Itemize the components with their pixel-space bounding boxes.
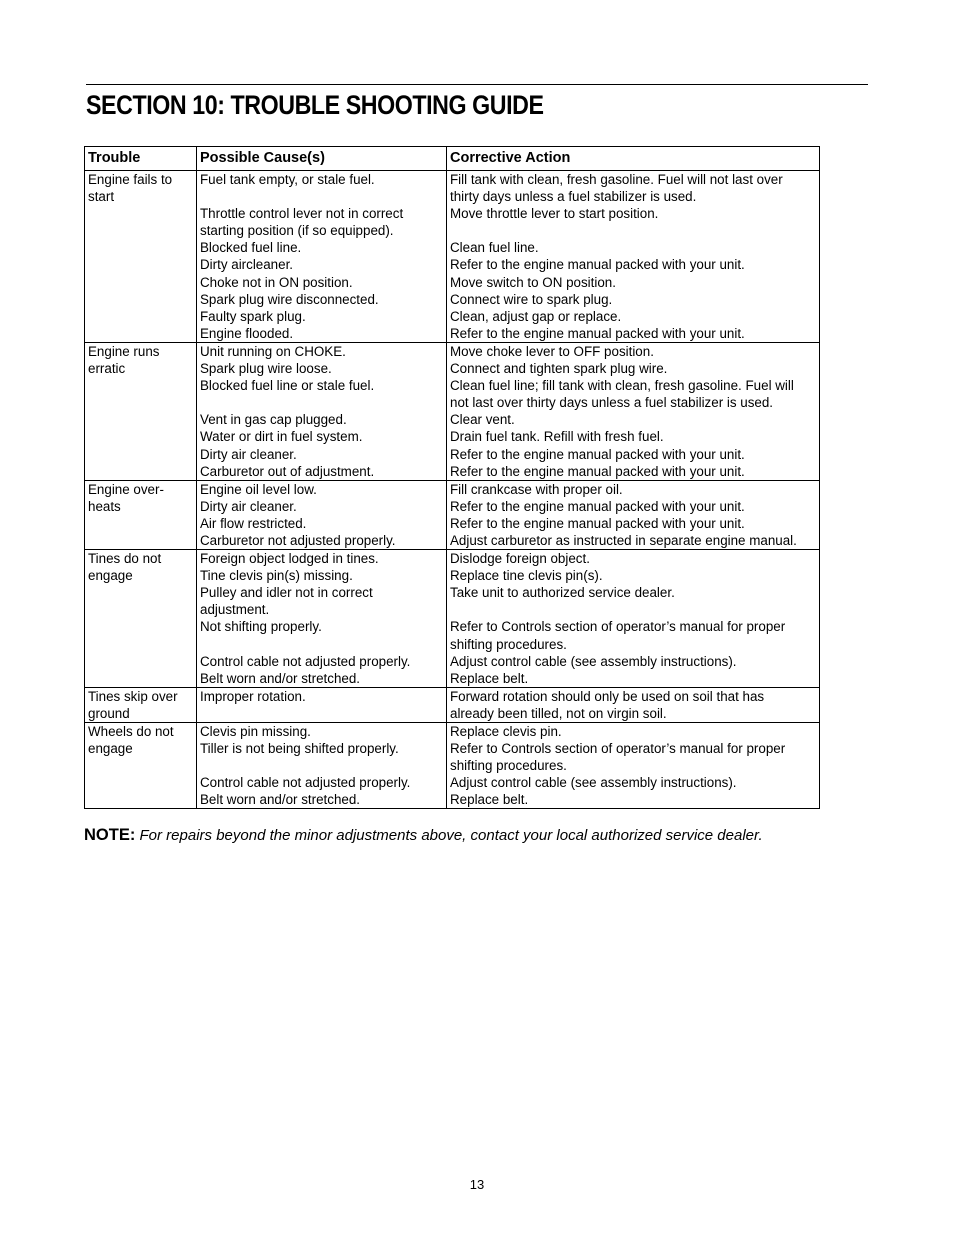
action-line: Refer to the engine manual packed with your unit. bbox=[450, 446, 745, 462]
action-line: not last over thirty days unless a fuel stabilizer is used. bbox=[450, 395, 774, 411]
cause-line: Spark plug wire loose. bbox=[200, 361, 332, 377]
trouble-line: Tines do not bbox=[88, 551, 162, 567]
causes-cell bbox=[197, 550, 447, 688]
table-row bbox=[85, 687, 820, 722]
action-line: Refer to the engine manual packed with your unit. bbox=[450, 463, 745, 479]
causes-cell bbox=[197, 723, 447, 809]
actions-cell bbox=[447, 171, 820, 343]
cause-line: Spark plug wire disconnected. bbox=[200, 291, 379, 307]
table-row bbox=[85, 342, 820, 480]
action-line: Drain fuel tank. Refill with fresh fuel. bbox=[450, 429, 664, 445]
action-line: Clear vent. bbox=[450, 412, 515, 428]
trouble-line: Wheels do not bbox=[88, 724, 174, 739]
action-line: Refer to the engine manual packed with your unit. bbox=[450, 325, 745, 341]
action-line: Forward rotation should only be used on soil that has bbox=[450, 688, 765, 704]
top-rule bbox=[86, 84, 868, 85]
note-label: NOTE: bbox=[84, 826, 136, 844]
cause-line: Dirty aircleaner. bbox=[200, 257, 294, 273]
trouble-line: heats bbox=[88, 498, 121, 514]
action-line: Move choke lever to OFF position. bbox=[450, 343, 654, 359]
page-number: 13 bbox=[469, 1177, 485, 1192]
table-header-row bbox=[85, 147, 820, 171]
cause-line: Tine clevis pin(s) missing. bbox=[200, 568, 353, 584]
cause-line: Choke not in ON position. bbox=[200, 274, 353, 290]
header-corrective-action: Corrective Action bbox=[447, 147, 820, 171]
cause-line: Faulty spark plug. bbox=[200, 308, 306, 324]
troubleshooting-table bbox=[84, 146, 820, 809]
action-line: Clean, adjust gap or replace. bbox=[450, 308, 622, 324]
cause-line: Blocked fuel line. bbox=[200, 240, 302, 256]
action-line: Adjust control cable (see assembly instructions). bbox=[450, 653, 737, 669]
action-line: Connect and tighten spark plug wire. bbox=[450, 361, 668, 377]
cause-line: Water or dirt in fuel system. bbox=[200, 429, 363, 445]
action-line: Connect wire to spark plug. bbox=[450, 291, 613, 307]
cause-line: Dirty air cleaner. bbox=[200, 446, 297, 462]
action-line: Refer to Controls section of operator’s manual for proper bbox=[450, 741, 786, 757]
trouble-cell bbox=[85, 171, 197, 343]
actions-cell bbox=[447, 723, 820, 809]
causes-cell bbox=[197, 480, 447, 549]
cause-line: Control cable not adjusted properly. bbox=[200, 653, 411, 669]
action-line: Dislodge foreign object. bbox=[450, 551, 590, 567]
cause-line bbox=[200, 188, 443, 205]
cause-line bbox=[200, 636, 443, 653]
cause-line: Fuel tank empty, or stale fuel. bbox=[200, 172, 375, 187]
action-line: thirty days unless a fuel stabilizer is used. bbox=[450, 189, 697, 205]
action-line bbox=[450, 222, 816, 239]
trouble-line: Engine over- bbox=[88, 481, 164, 497]
action-line: Adjust control cable (see assembly instructions). bbox=[450, 775, 737, 791]
table-row bbox=[85, 550, 820, 688]
action-line: Clean fuel line. bbox=[450, 240, 539, 256]
action-line: Clean fuel line; fill tank with clean, fresh gasoline. Fuel will bbox=[450, 378, 794, 394]
table-row bbox=[85, 723, 820, 809]
causes-cell bbox=[197, 687, 447, 722]
cause-line: Clevis pin missing. bbox=[200, 724, 311, 739]
actions-cell bbox=[447, 342, 820, 480]
section-title: SECTION 10: TROUBLE SHOOTING GUIDE bbox=[86, 90, 544, 120]
header-trouble: Trouble bbox=[85, 147, 197, 171]
cause-line: Blocked fuel line or stale fuel. bbox=[200, 378, 375, 394]
action-line: Fill tank with clean, fresh gasoline. Fuel will not last over bbox=[450, 172, 783, 187]
causes-cell bbox=[197, 171, 447, 343]
action-line: Adjust carburetor as instructed in separate engine manual. bbox=[450, 532, 797, 548]
trouble-line: engage bbox=[88, 568, 133, 584]
action-line: Replace tine clevis pin(s). bbox=[450, 568, 603, 584]
trouble-cell bbox=[85, 480, 197, 549]
trouble-cell bbox=[85, 550, 197, 688]
trouble-cell bbox=[85, 687, 197, 722]
action-line: Replace belt. bbox=[450, 670, 529, 686]
cause-line: Engine flooded. bbox=[200, 325, 294, 341]
action-line: Replace clevis pin. bbox=[450, 724, 562, 739]
cause-line: Carburetor not adjusted properly. bbox=[200, 532, 396, 548]
cause-line: Unit running on CHOKE. bbox=[200, 343, 346, 359]
cause-line: Improper rotation. bbox=[200, 688, 306, 704]
cause-line: Vent in gas cap plugged. bbox=[200, 412, 347, 428]
cause-line: Dirty air cleaner. bbox=[200, 498, 297, 514]
action-line: already been tilled, not on virgin soil. bbox=[450, 705, 667, 721]
actions-cell bbox=[447, 550, 820, 688]
trouble-line: erratic bbox=[88, 361, 126, 377]
trouble-cell bbox=[85, 342, 197, 480]
action-line: Fill crankcase with proper oil. bbox=[450, 481, 623, 497]
cause-line: Tiller is not being shifted properly. bbox=[200, 741, 399, 757]
cause-line: Engine oil level low. bbox=[200, 481, 317, 497]
cause-line bbox=[200, 394, 443, 411]
cause-line: Pulley and idler not in correct bbox=[200, 585, 373, 601]
action-line: Take unit to authorized service dealer. bbox=[450, 585, 675, 601]
action-line: Refer to Controls section of operator’s manual for proper bbox=[450, 619, 786, 635]
table-row bbox=[85, 480, 820, 549]
action-line: Move switch to ON position. bbox=[450, 274, 616, 290]
action-line: shifting procedures. bbox=[450, 636, 567, 652]
trouble-line: ground bbox=[88, 705, 130, 721]
table-body bbox=[85, 171, 820, 809]
cause-line: adjustment. bbox=[200, 602, 270, 618]
note bbox=[84, 826, 763, 845]
cause-line: Carburetor out of adjustment. bbox=[200, 463, 375, 479]
action-line: Move throttle lever to start position. bbox=[450, 206, 659, 222]
actions-cell bbox=[447, 687, 820, 722]
cause-line: Air flow restricted. bbox=[200, 515, 307, 531]
action-line bbox=[450, 601, 816, 618]
trouble-cell bbox=[85, 723, 197, 809]
cause-line: starting position (if so equipped). bbox=[200, 223, 394, 239]
table-row bbox=[85, 171, 820, 343]
action-line: Replace belt. bbox=[450, 792, 529, 808]
cause-line: Control cable not adjusted properly. bbox=[200, 775, 411, 791]
trouble-line: start bbox=[88, 189, 115, 205]
action-line: Refer to the engine manual packed with your unit. bbox=[450, 257, 745, 273]
header-possible-causes: Possible Cause(s) bbox=[197, 147, 447, 171]
action-line: Refer to the engine manual packed with your unit. bbox=[450, 515, 745, 531]
trouble-line: Engine fails to bbox=[88, 172, 173, 187]
cause-line: Not shifting properly. bbox=[200, 619, 322, 635]
cause-line: Throttle control lever not in correct bbox=[200, 206, 404, 222]
cause-line bbox=[200, 757, 443, 774]
action-line: shifting procedures. bbox=[450, 758, 567, 774]
cause-line: Foreign object lodged in tines. bbox=[200, 551, 379, 567]
trouble-line: engage bbox=[88, 741, 133, 757]
note-text: For repairs beyond the minor adjustments above, contact your local authorized service dealer. bbox=[139, 827, 763, 844]
cause-line: Belt worn and/or stretched. bbox=[200, 670, 361, 686]
trouble-line: Tines skip over bbox=[88, 688, 178, 704]
causes-cell bbox=[197, 342, 447, 480]
cause-line: Belt worn and/or stretched. bbox=[200, 792, 361, 808]
trouble-line: Engine runs bbox=[88, 343, 160, 359]
action-line: Refer to the engine manual packed with your unit. bbox=[450, 498, 745, 514]
actions-cell bbox=[447, 480, 820, 549]
